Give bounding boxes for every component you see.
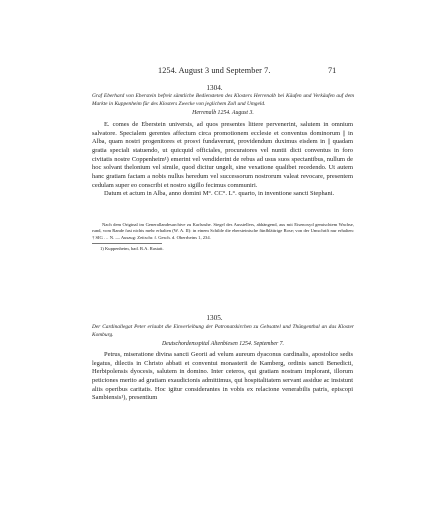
page-number: 71	[328, 66, 337, 75]
footnote-divider	[92, 243, 162, 244]
footnote: 1) Kuppenheim, bad. B.A. Rastatt.	[100, 246, 164, 251]
body-paragraph: E. comes de Eberstein universis, ad quos presentes littere pervenerint, salutem in omnium salvatore. Specialem gerentes affectum circa promotionem ecclesie et conventus dominorum || in Alba, quam nostri progenitores et prosvi fundaverunt, providendum duximus eisdem in || quadam gratia speciali statuendo, ut quicquid officiales, procuratores vel nuntii dicti conventus in foro civitatis nostre Coppenheim¹) emerint vel vendiderint de rebus ad usus suos spectantibus, nullum de hoc solvant thelonium vel simile, quod dicitur ungelt, sine vexatione qualibet recedendo. Ut autem hanc gratiam factam a nobis nullus heredum vel successorum nostrorum valeat revocare, presentem cedulam super eo conscribi et nostro sigillo fecimus communiri.	[92, 121, 353, 189]
source-note	[92, 222, 354, 241]
body-paragraph: Datum et actum in Alba, anno domini M°. CC°. L°. quarto, in inventione sancti Stephani.	[104, 190, 335, 198]
running-header	[0, 66, 437, 76]
regest-summary: Graf Eberhard von Eberstein befreit sämtliche Bediensteten des Klosters Herrenalb bei Käufen und Verkäufen auf dem Markte in Kuppenheim für des Klosters Zwecke von jeglichem Zoll und Umgeld.	[92, 93, 354, 107]
document-body	[92, 121, 353, 199]
document-number: 1305.	[206, 314, 223, 322]
document-number: 1304.	[206, 84, 223, 92]
dateline: Deutschordensspital Altenbiesen 1254. September 7.	[161, 341, 285, 347]
document-body	[92, 351, 353, 403]
running-title: 1254. August 3 und September 7.	[158, 66, 271, 75]
source-note-text: Nach dem Original im Generallandesarchive zu Karlsruhe. Siegel des Ausstellers, abhängend, aus mit Eisenoxyd gemischtem Wachse, rund, vom Rande fast nichts mehr erhalten (W. A. II): in einem Schilde die ebersteinische fünfblättrige Rose; von der Umschrift nur erhalten: † SIG … N. — Auszug: Zeitschr. f. Gesch. d. Oberrheins 1, 234.	[92, 222, 354, 240]
dateline: Herrenalb 1254. August 3.	[192, 110, 254, 116]
regest-summary: Der Cardinallegat Peter erlaubt die Einverleibung der Patronatskirchen zu Gebsattel und Thüngenthal an das Kloster Komburg.	[92, 324, 354, 338]
body-paragraph: Petrus, miseratione divina sancti Georii ad velum aureum dyaconus cardinalis, apostolice sedis legatus, dilectis in Christo abbati et conventui monasterii de Kamberg, ordinis sancti Benedicti, Herbipolensis dyocesis, salutem in domino. Inter ceteros, qui gratiam nostram implorant, illorum peticiones merito ad gratiam exaudicionis admittimus, qui hospitalitatem servant assidue ac insistunt aliis operibus caritatis. Hoc igitur considerantes in vobis ex relacione venerabilis patris, episcopi Sambiensis¹), presentium	[92, 351, 353, 402]
